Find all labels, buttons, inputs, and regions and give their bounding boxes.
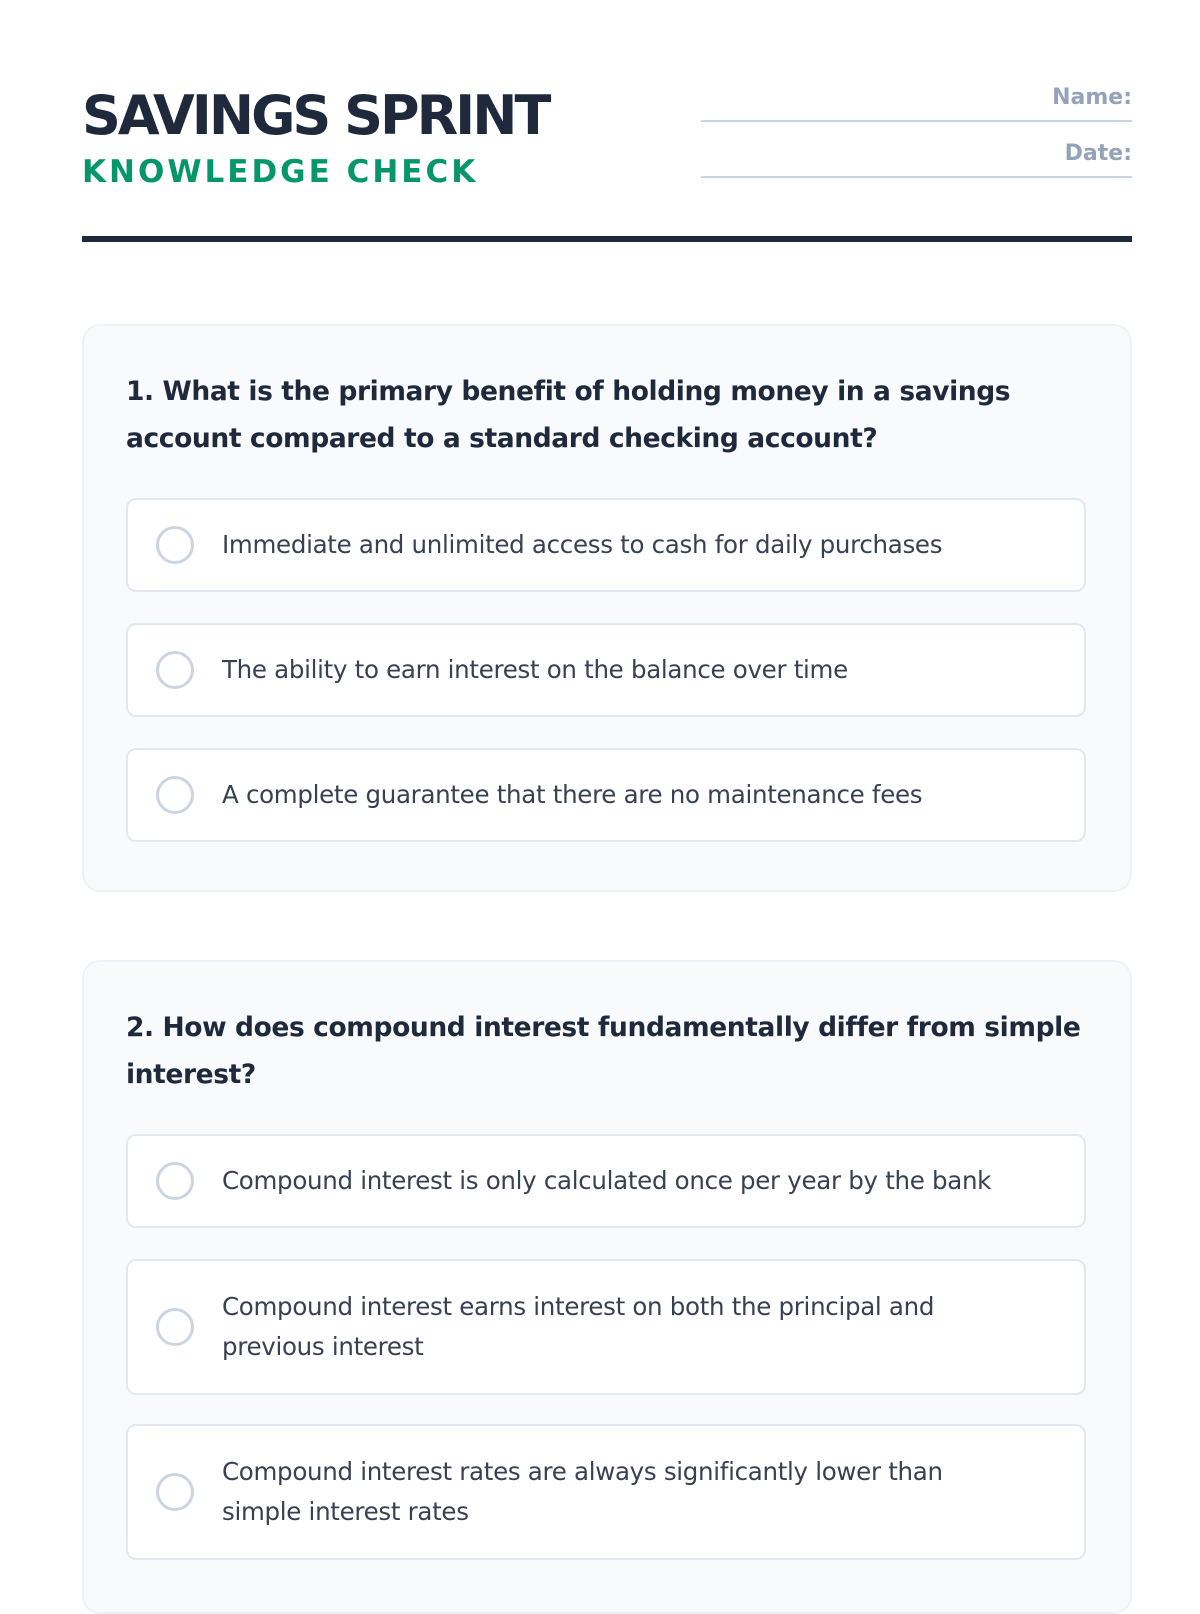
radio-circle-icon[interactable] (156, 651, 194, 689)
q1-option-2[interactable] (126, 623, 1086, 717)
q2-option-2[interactable] (126, 1259, 1086, 1395)
option-label: The ability to earn interest on the balance over time (222, 655, 848, 684)
option-label: Immediate and unlimited access to cash for daily purchases (222, 530, 943, 559)
q2-option-3[interactable] (126, 1424, 1086, 1560)
radio-circle-icon[interactable] (156, 526, 194, 564)
worksheet-page (82, 0, 1132, 1526)
date-label: Date: (1064, 141, 1132, 166)
question-card-1 (82, 324, 1132, 892)
q1-option-1[interactable] (126, 498, 1086, 592)
radio-circle-icon[interactable] (156, 1162, 194, 1200)
option-label: A complete guarantee that there are no maintenance fees (222, 780, 923, 809)
name-field[interactable] (701, 80, 1132, 122)
question-card-2 (82, 960, 1132, 1614)
question-text-2: 2. How does compound interest fundamentally differ from simple interest? (126, 1012, 1081, 1090)
option-label: Compound interest rates are always significantly lower than simple interest rates (222, 1457, 943, 1526)
radio-circle-icon[interactable] (156, 1473, 194, 1511)
worksheet-header (82, 0, 1132, 246)
radio-circle-icon[interactable] (156, 776, 194, 814)
question-text-1: 1. What is the primary benefit of holding money in a savings account compared to a standard checking account? (126, 376, 1011, 454)
q2-option-1[interactable] (126, 1134, 1086, 1228)
option-label: Compound interest earns interest on both the principal and previous interest (222, 1292, 935, 1361)
radio-circle-icon[interactable] (156, 1308, 194, 1346)
page-subtitle: KNOWLEDGE CHECK (82, 154, 479, 190)
header-divider (82, 236, 1132, 242)
date-field[interactable] (701, 136, 1132, 178)
name-label: Name: (1052, 85, 1132, 110)
page-title: SAVINGS SPRINT (82, 84, 549, 147)
option-label: Compound interest is only calculated once per year by the bank (222, 1166, 992, 1195)
q1-option-3[interactable] (126, 748, 1086, 842)
